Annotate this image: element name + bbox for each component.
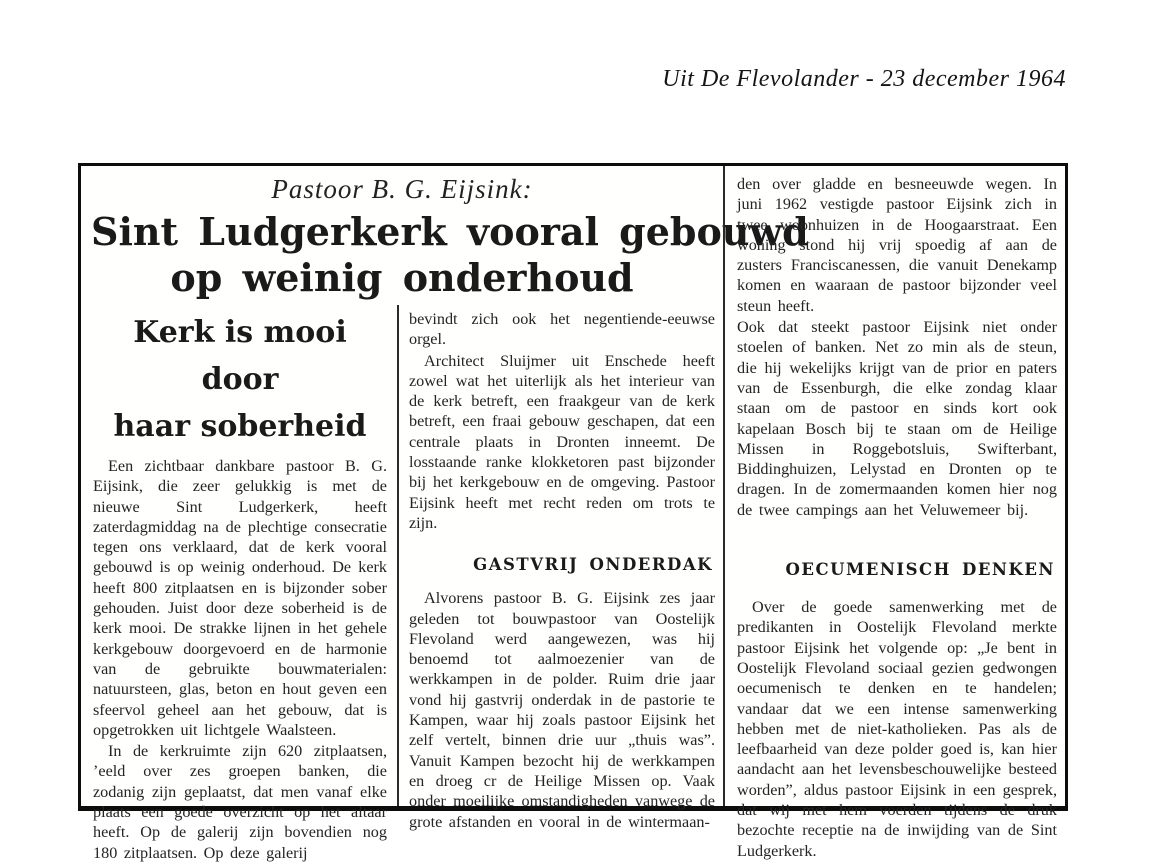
column-middle — [397, 305, 723, 831]
middle-paragraph-2: Alvorens pastoor B. G. Eijsink zes jaar geleden tot bouwpastoor van Oostelijk Flevoland werd aangewezen, was hij benoemd tot aalmoezenier van de werkkampen in de polder. Ruim drie jaar vond hij gastvrij onderdak in de pastorie te Kampen, waar hij zoals pastoor Eijsink het zelf vertelt, binnen drie uur „thuis was”. Vanuit Kampen bezocht hij de werkkampen en droeg cr de Heilige Missen op. Vaak onder moeilijke omstandigheden vanwege de grote afstanden en vooral in de wintermaan- — [409, 589, 715, 831]
left-subhead-line-1: Kerk is mooi door — [133, 315, 347, 397]
article-columns — [81, 305, 723, 862]
column-left — [81, 305, 397, 862]
right-section-heading: OECUMENISCH DENKEN — [785, 560, 1055, 580]
headline-line-2: op weinig onderhoud — [170, 255, 634, 300]
headline-kicker: Pastoor B. G. Eijsink: — [271, 174, 533, 204]
right-paragraph-2: Over de goede samenwerking met de predikanten in Oostelijk Flevoland merkte pastoor Eijsink het volgende op: „Je bent in Oostelijk Flevoland sociaal gezien gedwongen oecumenisch te denken en te handelen; vandaar dat we een intense samenwerking hebben met de niet-katholieken. Pas als de leefbaarheid van deze polder goed is, kan hier aandacht aan het levensbeschouwelijke besteed worden”, aldus pastoor Eijsink in een gesprek, dat wij met hem voerden tijdens de druk bezochte receptie na de inwijding van de Sint Ludgerkerk. — [737, 598, 1057, 860]
right-paragraph-1: Ook dat steekt pastoor Eijsink niet onder stoelen of banken. Net zo min als de steun, die hij wekelijks krijgt van de prior en paters van de Essenburgh, die elke zondag klaar staan om de pastoor en sinds kort ook kapelaan Bosch bij te staan om de Heilige Missen in Roggebotsluis, Swifterbant, Biddinghuizen, Lelystad en Dronten op te dragen. In de zomermaanden komen hier nog de twee campings aan het Veluwemeer bij. — [737, 318, 1057, 519]
headline-line-1: Sint Ludgerkerk vooral gebouwd — [91, 209, 809, 254]
middle-paragraph-0: bevindt zich ook het negentiende-eeuwse orgel. — [409, 310, 715, 349]
right-paragraph-0: den over gladde en besneeuwde wegen. In juni 1962 vestigde pastoor Eijsink zich in twee woonhuizen in de Hoogaarstraat. Een woning stond hij vrij spoedig af aan de zusters Franciscanessen, die vanuit Denekamp komen en waaraan de pastoor bijzonder veel steun heeft. — [737, 175, 1057, 315]
article-main-area — [81, 166, 809, 862]
left-paragraph-1: Een zichtbaar dankbare pastoor B. G. Eijsink, die zeer gelukkig is met de nieuwe Sint Ludgerkerk, heeft zaterdagmiddag na de plechtige consecratie tegen ons verklaard, dat de kerk vooral gebouwd is op weinig onderhoud. De kerk heeft 800 zitplaatsen en is bijzonder sober gehouden. Juist door deze soberheid is de kerk mooi. De strakke lijnen in het gehele kerkgebouw doorgevoerd en de harmonie van de gebruikte bouwmaterialen: natuursteen, glas, beton en hout geven een sfeervol geheel aan het gebouw, dat is opgetrokken uit lichtgele Waalsteen. — [93, 457, 387, 739]
middle-section-heading: GASTVRIJ ONDERDAK — [473, 555, 713, 575]
left-paragraph-2: In de kerkruimte zijn 620 zitplaatsen, ’eeld over zes groepen banken, die zodanig zijn geplaatst, dat men vanaf elke plaats een goede overzicht op het altaar heeft. Op de galerij zijn bovendien nog 180 zitplaatsen. Op deze galerij — [93, 742, 387, 862]
left-subhead-line-2: haar soberheid — [113, 409, 367, 444]
left-subhead — [93, 309, 387, 450]
column-right — [723, 166, 1065, 860]
newspaper-clipping — [78, 163, 1068, 862]
headline-block — [81, 166, 809, 305]
middle-paragraph-1: Architect Sluijmer uit Enschede heeft zowel wat het uiterlijk als het interieur van de kerk betreft, een fraakgeur van de kerk betreft, een fraai gebouw geschapen, dat een centrale plaats in Dronten inneemt. De losstaande ranke klokketoren past bijzonder bij het kerkgebouw en de omgeving. Pastoor Eijsink heeft met recht reden om trots te zijn. — [409, 351, 715, 532]
source-credit: Uit De Flevolander - 23 december 1964 — [662, 66, 1066, 92]
